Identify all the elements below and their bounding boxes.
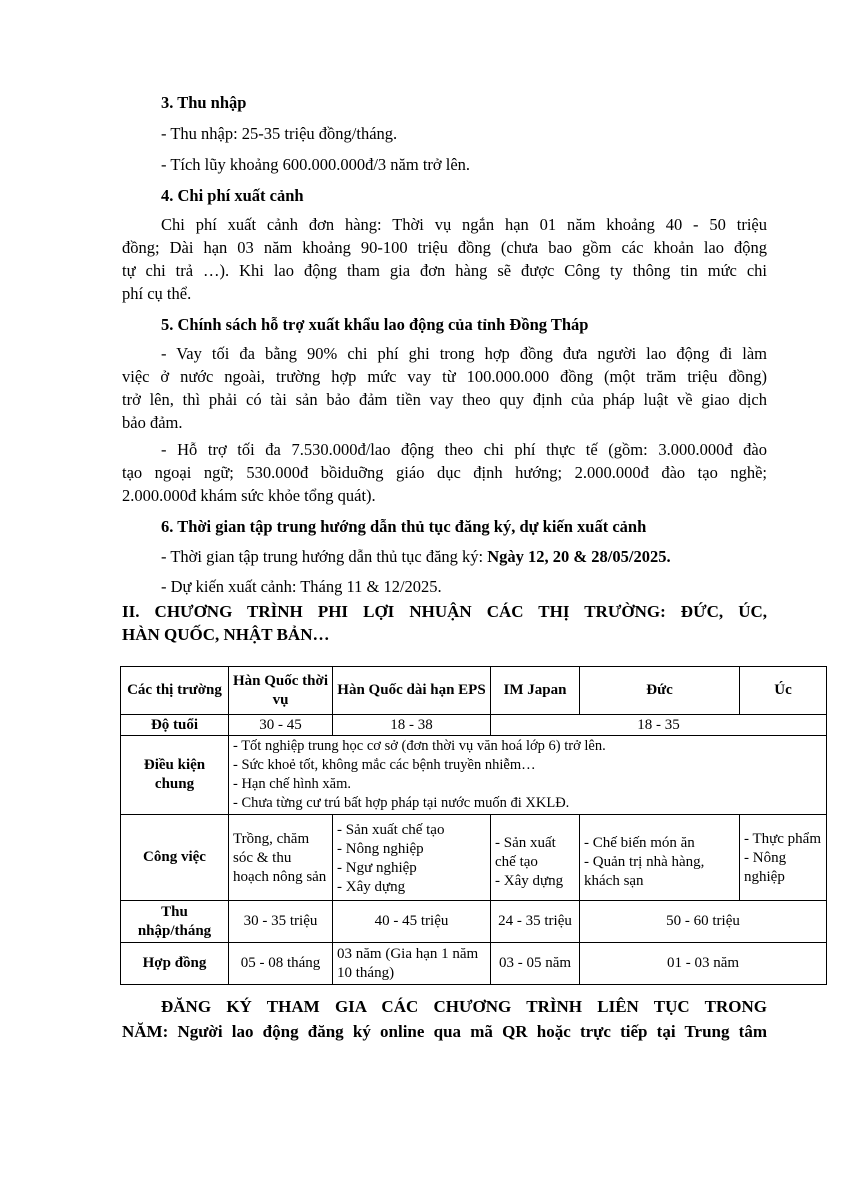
savings-line: - Tích lũy khoảng 600.000.000đ/3 năm trở lên. bbox=[161, 155, 471, 174]
loan-policy-line-4: bảo đảm. bbox=[122, 413, 183, 432]
row-label-general-conditions: Điều kiện chung bbox=[121, 736, 229, 815]
table-row-general-conditions bbox=[121, 736, 827, 815]
row-label-contract: Hợp đồng bbox=[121, 943, 229, 985]
cost-paragraph-line-4: phí cụ thể. bbox=[122, 284, 192, 303]
cost-paragraph-line-3: tự chi trả …). Khi lao động tham gia đơn hàng sẽ được Công ty thông tin mức chi bbox=[122, 261, 767, 280]
row-label-age: Độ tuổi bbox=[121, 715, 229, 736]
row-label-work: Công việc bbox=[121, 815, 229, 901]
registration-line-1: ĐĂNG KÝ THAM GIA CÁC CHƯƠNG TRÌNH LIÊN TỤC TRONG bbox=[161, 997, 767, 1016]
row-label-income: Thu nhập/tháng bbox=[121, 901, 229, 943]
table-header-row bbox=[121, 667, 827, 715]
section-3-heading: 3. Thu nhập bbox=[161, 93, 247, 112]
work-australia-agriculture: - Nông nghiệp bbox=[744, 850, 787, 885]
contract-im-japan: 03 - 05 năm bbox=[491, 943, 580, 985]
income-others: 50 - 60 triệu bbox=[580, 901, 827, 943]
income-korea-eps: 40 - 45 triệu bbox=[333, 901, 491, 943]
section-4-heading: 4. Chi phí xuất cảnh bbox=[161, 186, 304, 205]
income-line: - Thu nhập: 25-35 triệu đồng/tháng. bbox=[161, 124, 398, 143]
cost-paragraph-line-2: đồng; Dài hạn 03 năm khoảng 90-100 triệu đồng (chưa bao gồm các khoản lao động bbox=[122, 238, 767, 257]
header-australia: Úc bbox=[740, 667, 827, 715]
section-6-heading: 6. Thời gian tập trung hướng dẫn thủ tục đăng ký, dự kiến xuất cảnh bbox=[161, 517, 647, 536]
income-korea-seasonal: 30 - 35 triệu bbox=[229, 901, 333, 943]
age-korea-eps: 18 - 38 bbox=[333, 715, 491, 736]
work-eps-agriculture: - Nông nghiệp bbox=[337, 840, 424, 857]
section-ii-title-line-2: HÀN QUỐC, NHẬT BẢN… bbox=[122, 625, 330, 644]
work-eps-manufacturing: - Sản xuất chế tạo bbox=[337, 821, 445, 838]
header-germany: Đức bbox=[580, 667, 740, 715]
loan-policy-line-1: - Vay tối đa bằng 90% chi phí ghi trong hợp đồng đưa người lao động đi làm bbox=[161, 344, 767, 363]
general-condition-education: - Tốt nghiệp trung học cơ sở (đơn thời vụ văn hoá lớp 6) trở lên. bbox=[233, 738, 606, 754]
loan-policy-line-2: việc ở nước ngoài, trường hợp mức vay từ 100.000.000 đồng (một trăm triệu đồng) bbox=[122, 367, 767, 386]
loan-policy-line-3: trở lên, thì phải có tài sản bảo đảm tiền vay theo quy định của pháp luật về giao dịch bbox=[122, 390, 767, 409]
age-others: 18 - 35 bbox=[491, 715, 827, 736]
registration-time-label: - Thời gian tập trung hướng dẫn thủ tục đăng ký: bbox=[161, 547, 488, 566]
header-im-japan: IM Japan bbox=[491, 667, 580, 715]
section-5-heading: 5. Chính sách hỗ trợ xuất khẩu lao động của tỉnh Đồng Tháp bbox=[161, 315, 589, 334]
table-row-income bbox=[121, 901, 827, 943]
support-policy-line-3: 2.000.000đ khám sức khỏe tổng quát). bbox=[122, 486, 376, 505]
work-im-manufacturing: - Sản xuất chế tạo bbox=[495, 835, 556, 870]
general-condition-tattoo: - Hạn chế hình xăm. bbox=[233, 776, 351, 792]
header-korea-eps: Hàn Quốc dài hạn EPS bbox=[333, 667, 491, 715]
general-condition-health: - Sức khoẻ tốt, không mắc các bệnh truyền nhiễm… bbox=[233, 757, 536, 773]
work-germany bbox=[580, 815, 740, 901]
header-markets: Các thị trường bbox=[121, 667, 229, 715]
registration-line-2: NĂM: Người lao động đăng ký online qua mã QR hoặc trực tiếp tại Trung tâm bbox=[122, 1022, 767, 1041]
contract-others: 01 - 03 năm bbox=[580, 943, 827, 985]
work-eps-fishery: - Ngư nghiệp bbox=[337, 859, 417, 876]
contract-korea-seasonal: 05 - 08 tháng bbox=[229, 943, 333, 985]
work-korea-seasonal: Trồng, chăm sóc & thu hoạch nông sản bbox=[229, 815, 333, 901]
work-im-construction: - Xây dựng bbox=[495, 873, 564, 889]
work-australia bbox=[740, 815, 827, 901]
contract-korea-eps: 03 năm (Gia hạn 1 năm 10 tháng) bbox=[333, 943, 491, 985]
income-im-japan: 24 - 35 triệu bbox=[491, 901, 580, 943]
general-condition-residence: - Chưa từng cư trú bất hợp pháp tại nước muốn đi XKLĐ. bbox=[233, 795, 570, 811]
work-eps-construction: - Xây dựng bbox=[337, 878, 406, 895]
header-korea-seasonal: Hàn Quốc thời vụ bbox=[229, 667, 333, 715]
general-conditions-cell bbox=[229, 736, 827, 815]
section-ii-title-line-1: II. CHƯƠNG TRÌNH PHI LỢI NHUẬN CÁC THỊ TRƯỜNG: ĐỨC, ÚC, bbox=[122, 602, 767, 621]
table-row-age bbox=[121, 715, 827, 736]
age-korea-seasonal: 30 - 45 bbox=[229, 715, 333, 736]
support-policy-line-1: - Hỗ trợ tối đa 7.530.000đ/lao động theo chi phí thực tế (gồm: 3.000.000đ đào bbox=[161, 440, 767, 459]
work-im-japan bbox=[491, 815, 580, 901]
work-australia-food: - Thực phẩm bbox=[744, 831, 821, 847]
work-germany-hospitality: - Quản trị nhà hàng, khách sạn bbox=[584, 854, 705, 889]
programs-table bbox=[120, 666, 827, 985]
support-policy-line-2: tạo ngoại ngữ; 530.000đ bồiduỡng giáo dục định hướng; 2.000.000đ đào tạo nghề; bbox=[122, 463, 767, 482]
registration-time-line bbox=[161, 547, 671, 567]
cost-paragraph-line-1: Chi phí xuất cảnh đơn hàng: Thời vụ ngắn hạn 01 năm khoảng 40 - 50 triệu bbox=[161, 215, 767, 234]
work-germany-cooking: - Chế biến món ăn bbox=[584, 835, 695, 851]
registration-dates: Ngày 12, 20 & 28/05/2025. bbox=[487, 547, 671, 566]
departure-line: - Dự kiến xuất cảnh: Tháng 11 & 12/2025. bbox=[161, 577, 442, 596]
table-row-work bbox=[121, 815, 827, 901]
table-row-contract bbox=[121, 943, 827, 985]
work-korea-eps bbox=[333, 815, 491, 901]
